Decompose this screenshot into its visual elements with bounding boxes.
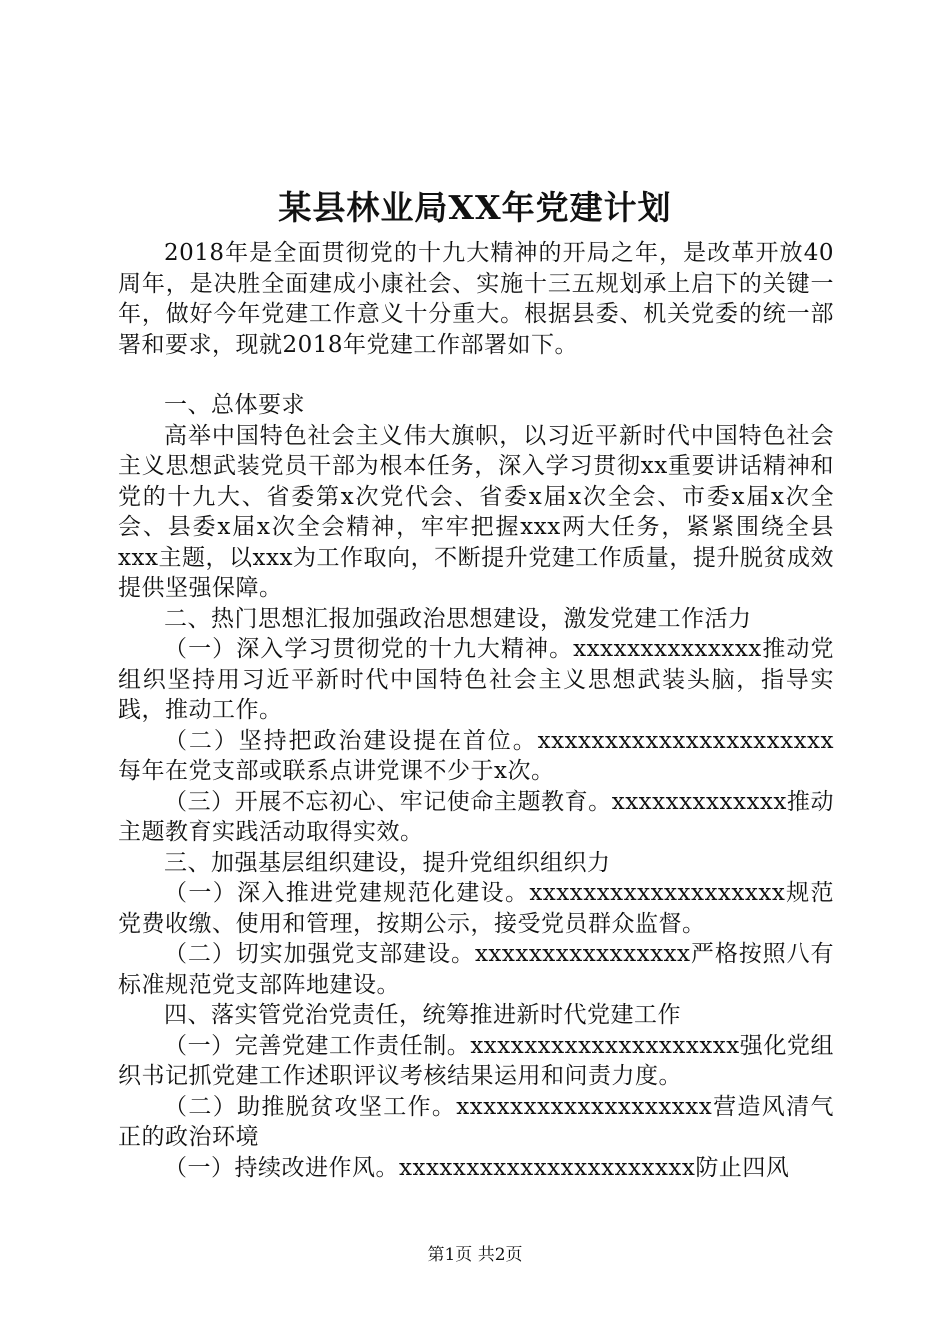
section-heading-3: 三、加强基层组织建设，提升党组织组织力 [164, 849, 611, 876]
section-4-item-3: （一）持续改进作风。xxxxxxxxxxxxxxxxxxxxxx防止四风 [164, 1154, 790, 1181]
section-4-item-1: （一）完善党建工作责任制。xxxxxxxxxxxxxxxxxxxx强化党组织书记抓党建工作述职评议考核结果运用和问责力度。 [118, 1032, 834, 1089]
section-2-item-2: （二）坚持把政治建设提在首位。xxxxxxxxxxxxxxxxxxxxxx每年在党支部或联系点讲党课不少于x次。 [118, 727, 834, 784]
section-1-paragraph: 高举中国特色社会主义伟大旗帜，以习近平新时代中国特色社会主义思想武装党员干部为根本任务，深入学习贯彻xx重要讲话精神和党的十九大、省委第x次党代会、省委x届x次全会、市委x届x次全会、县委x届x次全会精神，牢牢把握xxx两大任务，紧紧围绕全县xxx主题，以xxx为工作取向，不断提升党建工作质量，提升脱贫成效提供坚强保障。 [118, 422, 834, 601]
section-3-item-2: （二）切实加强党支部建设。xxxxxxxxxxxxxxxx严格按照八有标准规范党支部阵地建设。 [118, 941, 834, 998]
section-4-item-2: （二）助推脱贫攻坚工作。xxxxxxxxxxxxxxxxxxx营造风清气正的政治环境 [118, 1093, 834, 1150]
document-body [118, 238, 834, 1183]
section-2-item-1: （一）深入学习贯彻党的十九大精神。xxxxxxxxxxxxxx推动党组织坚持用习近平新时代中国特色社会主义思想武装头脑，指导实践，推动工作。 [118, 636, 834, 723]
intro-paragraph: 2018年是全面贯彻党的十九大精神的开局之年，是改革开放40周年，是决胜全面建成小康社会、实施十三五规划承上启下的关键一年，做好今年党建工作意义十分重大。根据县委、机关党委的统一部署和要求，现就2018年党建工作部署如下。 [118, 240, 834, 358]
page-footer: 第1页 共2页 [427, 1245, 523, 1265]
section-heading-1: 一、总体要求 [164, 392, 305, 418]
section-heading-4: 四、落实管党治党责任，统筹推进新时代党建工作 [164, 1002, 681, 1028]
section-2-item-3: （三）开展不忘初心、牢记使命主题教育。xxxxxxxxxxxxx推动主题教育实践活动取得实效。 [118, 788, 834, 845]
section-3-item-1: （一）深入推进党建规范化建设。xxxxxxxxxxxxxxxxxxx规范党费收缴、使用和管理，按期公示，接受党员群众监督。 [118, 880, 834, 937]
document-title: 某县林业局XX年党建计划 [278, 188, 672, 227]
section-heading-2: 二、热门思想汇报加强政治思想建设，激发党建工作活力 [164, 605, 752, 632]
